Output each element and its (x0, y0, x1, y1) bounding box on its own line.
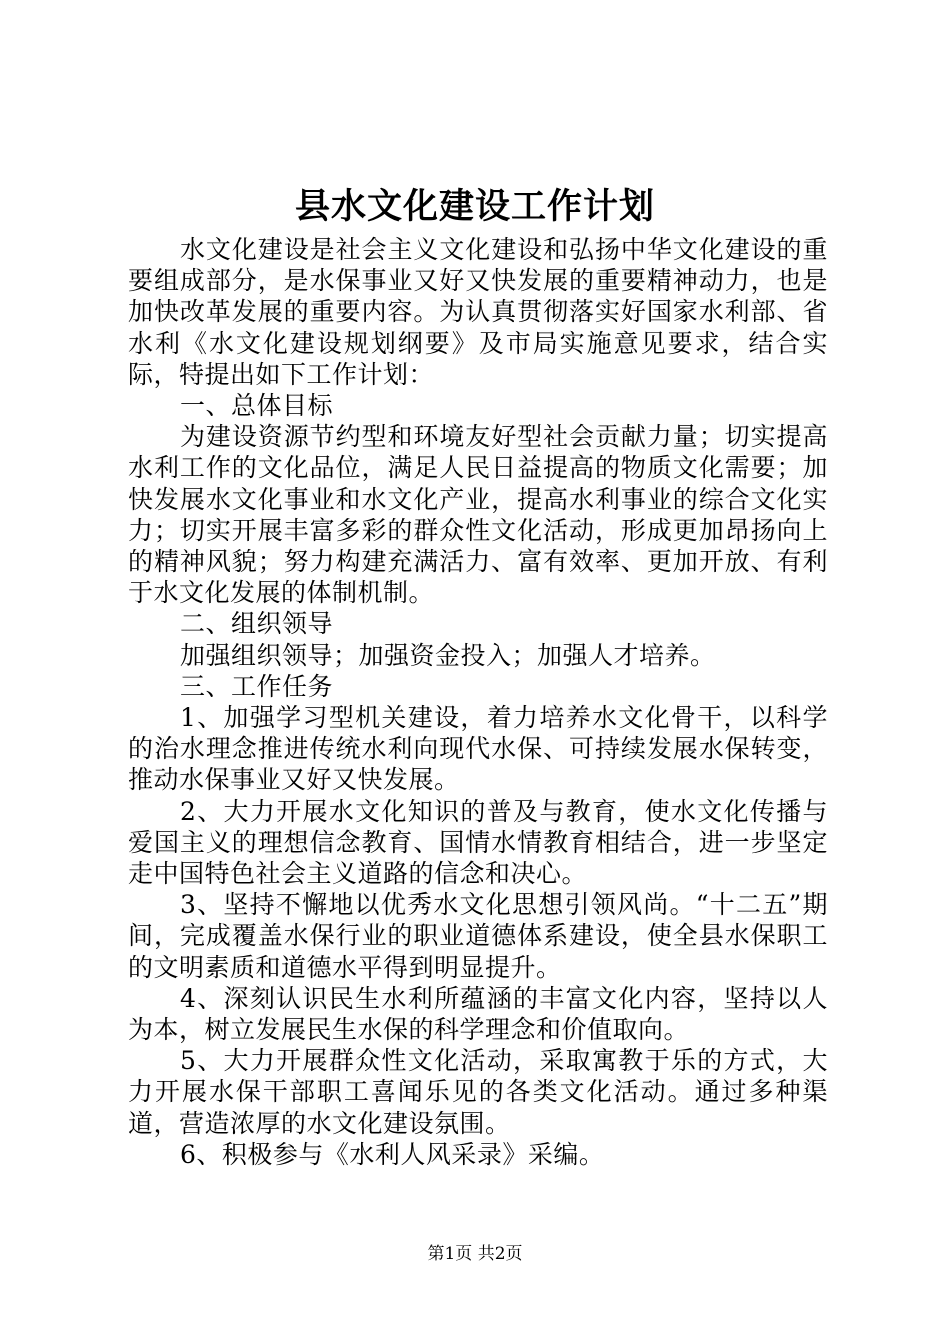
leadership-paragraph: 加强组织领导；加强资金投入；加强人才培养。 (180, 640, 716, 670)
section-heading-leadership: 二、组织领导 (180, 609, 334, 639)
document-body (128, 234, 828, 1170)
page-number-footer: 第1页 共2页 (427, 1244, 523, 1264)
section-heading-tasks: 三、工作任务 (180, 671, 334, 701)
task-item-3: 3、坚持不懈地以优秀水文化思想引领风尚。“十二五”期间，完成覆盖水保行业的职业道德体系建设，使全县水保职工的文明素质和道德水平得到明显提升。 (128, 890, 828, 982)
task-item-6: 6、积极参与《水利人风采录》采编。 (180, 1139, 605, 1169)
task-item-4: 4、深刻认识民生水利所蕴涵的丰富文化内容，坚持以人为本，树立发展民生水保的科学理念和价值取向。 (128, 983, 828, 1045)
task-item-1: 1、加强学习型机关建设，着力培养水文化骨干，以科学的治水理念推进传统水利向现代水保、可持续发展水保转变，推动水保事业又好又快发展。 (128, 703, 828, 795)
task-item-2: 2、大力开展水文化知识的普及与教育，使水文化传播与爱国主义的理想信念教育、国情水情教育相结合，进一步坚定走中国特色社会主义道路的信念和决心。 (128, 796, 828, 889)
section-heading-goals: 一、总体目标 (180, 391, 334, 421)
task-item-5: 5、大力开展群众性文化活动，采取寓教于乐的方式，大力开展水保干部职工喜闻乐见的各类文化活动。通过多种渠道，营造浓厚的水文化建设氛围。 (128, 1046, 828, 1138)
intro-paragraph: 水文化建设是社会主义文化建设和弘扬中华文化建设的重要组成部分，是水保事业又好又快发展的重要精神动力，也是加快改革发展的重要内容。为认真贯彻落实好国家水利部、省水利《水文化建设规划纲要》及市局实施意见要求，结合实际，特提出如下工作计划： (128, 235, 828, 389)
goals-paragraph: 为建设资源节约型和环境友好型社会贡献力量；切实提高水利工作的文化品位，满足人民日益提高的物质文化需要；加快发展水文化事业和水文化产业，提高水利事业的综合文化实力；切实开展丰富多彩的群众性文化活动，形成更加昂扬向上的精神风貌；努力构建充满活力、富有效率、更加开放、有利于水文化发展的体制机制。 (128, 422, 828, 608)
document-title: 县水文化建设工作计划 (294, 186, 655, 227)
